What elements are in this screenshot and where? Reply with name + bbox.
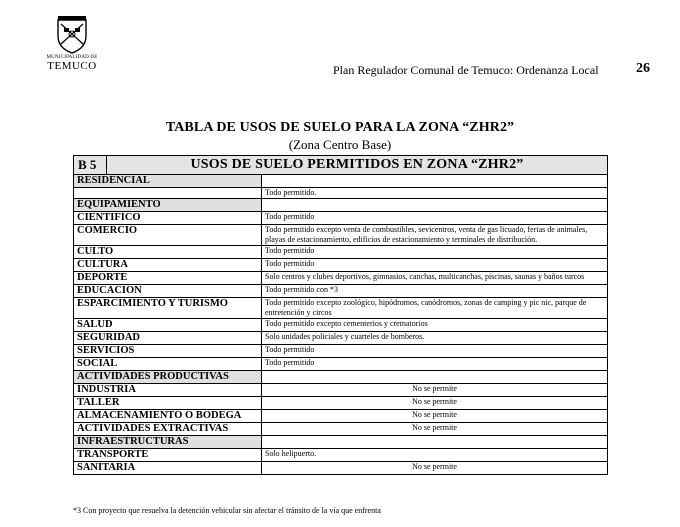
use-category: TRANSPORTE <box>74 449 262 461</box>
table-header-row <box>74 156 607 175</box>
logo-city-text: TEMUCO <box>47 60 97 72</box>
table-row <box>74 397 607 410</box>
logo-municipality-text: MUNICIPALIDAD DE <box>46 55 98 60</box>
use-permission <box>262 175 607 187</box>
use-permission: No se permite <box>412 410 457 419</box>
section-row <box>74 199 607 212</box>
table-row <box>74 246 607 259</box>
table-row <box>74 358 607 371</box>
table-row <box>74 410 607 423</box>
table-row <box>74 384 607 397</box>
table-row <box>74 423 607 436</box>
use-category: CIENTIFICO <box>74 212 262 224</box>
use-permission: Todo permitido excepto zoológico, hipódromos, canódromos, zonas de camping y pic nic, parque de entretención y circos <box>265 298 587 317</box>
section-row <box>74 436 607 449</box>
use-category: ALMACENAMIENTO O BODEGA <box>74 410 262 422</box>
table-row <box>74 332 607 345</box>
use-category: INDUSTRIA <box>74 384 262 396</box>
use-category <box>74 188 262 198</box>
use-permission: Solo unidades policiales y cuarteles de bomberos. <box>265 332 425 341</box>
table-row <box>74 345 607 358</box>
table-row <box>74 319 607 332</box>
use-category: ACTIVIDADES EXTRACTIVAS <box>74 423 262 435</box>
use-permission: No se permite <box>412 462 457 471</box>
use-permission <box>262 436 607 448</box>
use-permission: Todo permitido <box>265 345 315 354</box>
table-row <box>74 212 607 225</box>
use-category: SALUD <box>74 319 262 331</box>
land-use-table <box>73 155 608 475</box>
table-row <box>74 449 607 462</box>
use-permission: No se permite <box>412 384 457 393</box>
use-category: CULTURA <box>74 259 262 271</box>
document-header-title: Plan Regulador Comunal de Temuco: Ordenanza Local <box>333 63 599 77</box>
use-category: EDUCACION <box>74 285 262 297</box>
use-permission: Todo permitido <box>265 259 315 268</box>
table-row <box>74 462 607 474</box>
table-row <box>74 272 607 285</box>
use-category: ESPARCIMIENTO Y TURISMO <box>74 298 262 318</box>
section-label: ACTIVIDADES PRODUCTIVAS <box>74 371 262 383</box>
table-body <box>74 175 607 474</box>
use-permission: Todo permitido <box>265 358 315 367</box>
use-permission <box>262 371 607 383</box>
use-category: COMERCIO <box>74 225 262 245</box>
table-row <box>74 259 607 272</box>
table-row <box>74 285 607 298</box>
section-row <box>74 175 607 188</box>
use-permission: Todo permitido <box>265 212 315 221</box>
table-code: B 5 <box>74 156 107 174</box>
use-category: SOCIAL <box>74 358 262 370</box>
section-label: INFRAESTRUCTURAS <box>74 436 262 448</box>
table-title: TABLA DE USOS DE SUELO PARA LA ZONA “ZHR2” <box>165 120 515 135</box>
use-category: DEPORTE <box>74 272 262 284</box>
use-category: CULTO <box>74 246 262 258</box>
use-permission: Todo permitido con *3 <box>265 285 338 294</box>
use-permission: Todo permitido <box>265 246 315 255</box>
use-permission <box>262 199 607 211</box>
table-heading: USOS DE SUELO PERMITIDOS EN ZONA “ZHR2” <box>190 157 524 172</box>
page-number: 26 <box>636 61 650 76</box>
section-label: EQUIPAMIENTO <box>74 199 262 211</box>
use-category: SANITARIA <box>74 462 262 474</box>
coat-of-arms-icon <box>55 14 89 54</box>
table-row <box>74 225 607 246</box>
use-permission: No se permite <box>412 397 457 406</box>
use-permission: Solo helipuerto. <box>265 449 317 458</box>
use-permission: No se permite <box>412 423 457 432</box>
use-permission: Solo centros y clubes deportivos, gimnasios, canchas, multicanchas, piscinas, saunas y baños turcos <box>265 272 585 281</box>
municipality-logo <box>44 14 100 74</box>
use-category: SERVICIOS <box>74 345 262 357</box>
table-subtitle: (Zona Centro Base) <box>288 137 392 152</box>
use-category: TALLER <box>74 397 262 409</box>
table-row <box>74 298 607 319</box>
use-permission: Todo permitido. <box>265 188 317 197</box>
use-permission: Todo permitido excepto cementerios y crematorios <box>265 319 428 328</box>
use-permission: Todo permitido excepto venta de combustibles, sevicentros, venta de gas licuado, ferias de animales, playas de estacionamiento, edificios de estacionamiento y terminales de distribución. <box>265 225 588 244</box>
table-row <box>74 188 607 199</box>
section-label: RESIDENCIAL <box>74 175 262 187</box>
section-row <box>74 371 607 384</box>
footnote: *3 Con proyecto que resuelva la detención vehicular sin afectar el tránsito de la vía que enfrenta <box>73 506 381 515</box>
use-category: SEGURIDAD <box>74 332 262 344</box>
